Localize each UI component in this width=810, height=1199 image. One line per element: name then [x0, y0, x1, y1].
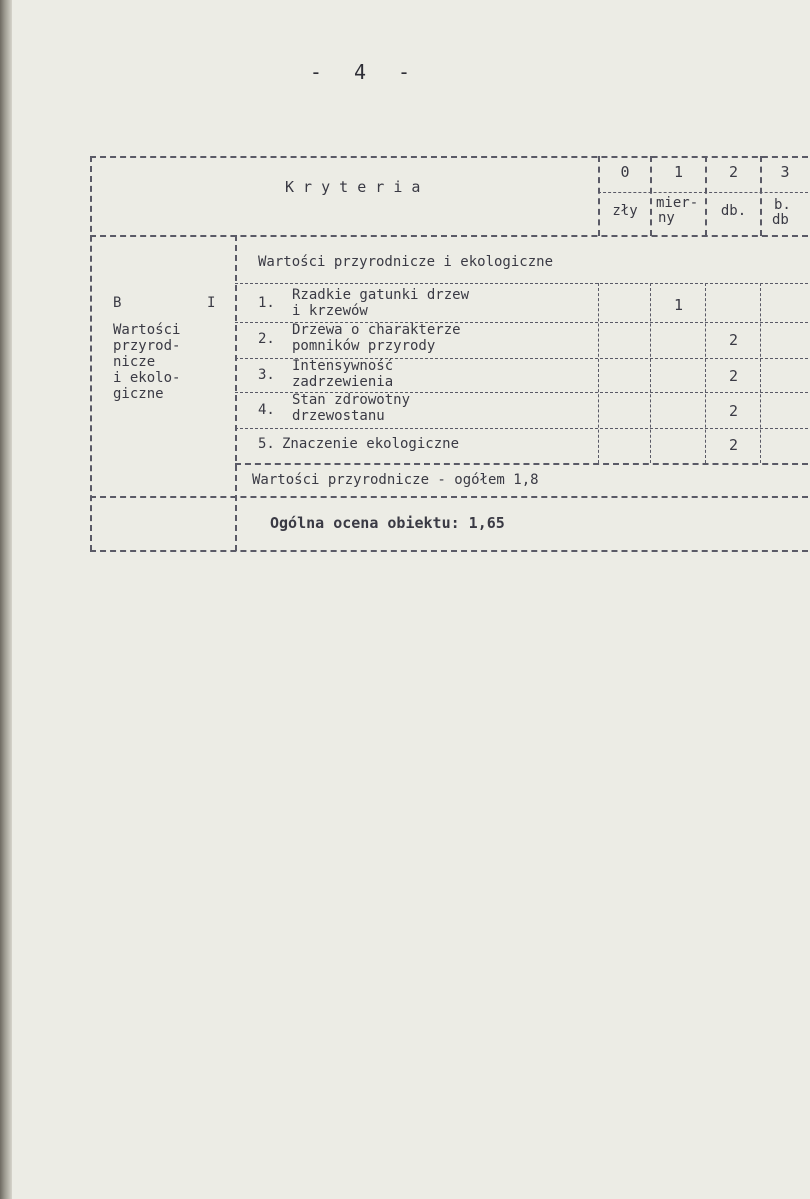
- header-bottom-border: [90, 235, 808, 237]
- section-name-line: nicze: [113, 354, 156, 370]
- page-binding-edge: [0, 0, 12, 1199]
- table-left-border: [90, 156, 92, 551]
- item-text-line: Drzewa o charakterze: [292, 322, 461, 338]
- item-number: 5.: [258, 436, 275, 452]
- page-number: - 4 -: [309, 60, 421, 84]
- scale-number: 1: [673, 163, 684, 181]
- criteria-header: K r y t e r i a: [285, 178, 421, 196]
- section-total: Wartości przyrodnicze - ogółem 1,8: [252, 472, 539, 488]
- item-text-line: Intensywność: [292, 358, 394, 374]
- item-text-line: Znaczenie ekologiczne: [282, 436, 460, 452]
- section-name-line: przyrod-: [113, 338, 181, 354]
- scale-number: 0: [620, 163, 630, 181]
- score-column-divider: [705, 283, 706, 463]
- item-score: 2: [728, 436, 739, 454]
- item-number: 4.: [258, 402, 275, 418]
- score-column-divider: [760, 283, 761, 463]
- item-score: 1: [673, 296, 684, 314]
- item-text-line: Stan zdrowotny: [292, 392, 411, 408]
- item-text-line: pomników przyrody: [292, 338, 436, 354]
- row-divider: [235, 283, 808, 284]
- items-bottom-border: [235, 463, 808, 465]
- item-score: 2: [728, 367, 739, 385]
- section-letter: B: [113, 295, 122, 311]
- row-divider: [235, 428, 808, 429]
- section-subheading: Wartości przyrodnicze i ekologiczne: [258, 254, 554, 270]
- scale-label: mier-: [656, 195, 699, 211]
- item-text-line: Rzadkie gatunki drzew: [292, 287, 470, 303]
- section-name-line: i ekolo-: [113, 370, 181, 386]
- score-column-divider: [650, 283, 651, 463]
- scale-header-divider: [598, 192, 808, 193]
- overall-rating: Ogólna ocena obiektu: 1,65: [270, 514, 505, 532]
- item-text-line: zadrzewienia: [292, 374, 394, 390]
- score-column-divider: [598, 283, 599, 463]
- item-number: 1.: [258, 295, 275, 311]
- section-name-line: giczne: [113, 386, 164, 402]
- scale-label: b.: [774, 197, 791, 213]
- item-score: 2: [728, 331, 739, 349]
- item-number: 3.: [258, 367, 275, 383]
- scale-label: zły: [612, 203, 638, 219]
- scale-number: 3: [780, 163, 790, 181]
- scale-label: ny: [658, 210, 675, 226]
- item-score: 2: [728, 402, 739, 420]
- item-text-line: i krzewów: [292, 303, 368, 319]
- scale-label: db.: [720, 203, 747, 219]
- item-number: 2.: [258, 331, 275, 347]
- item-text-line: drzewostanu: [292, 408, 385, 424]
- section-bottom-border: [90, 496, 808, 498]
- section-name-line: Wartości: [113, 322, 181, 338]
- section-column-divider: [235, 235, 237, 551]
- scale-label: db: [772, 212, 789, 228]
- table-bottom-border: [90, 550, 808, 552]
- section-roman: I: [207, 295, 216, 311]
- scale-number: 2: [728, 163, 739, 181]
- table-top-border: [90, 156, 808, 158]
